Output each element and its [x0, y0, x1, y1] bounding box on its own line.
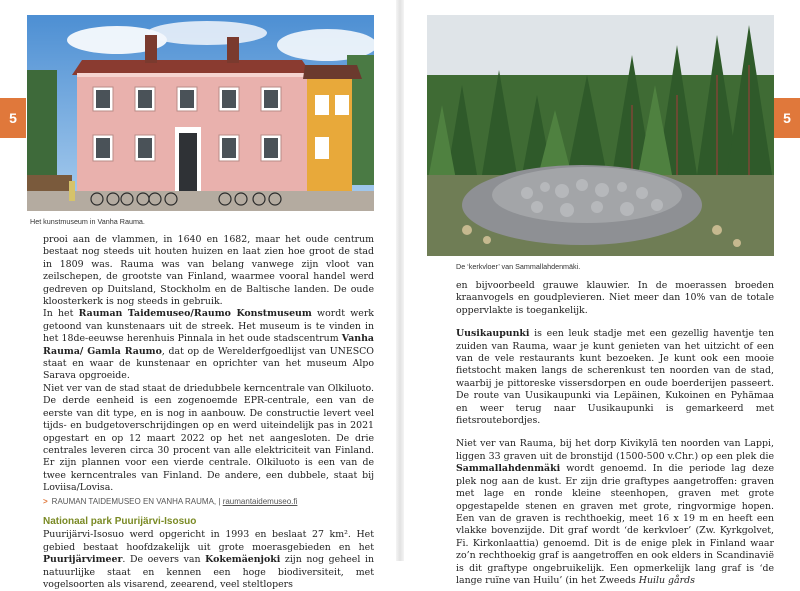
highlight-puurijarvimeer: Puurijärvimeer — [43, 554, 123, 566]
stone-grave-photo — [427, 15, 774, 256]
highlight-vanha-rauma: Vanha Rauma/ Gamla Raumo — [43, 333, 374, 357]
paragraph-rauma-history: prooi aan de vlammen, in 1640 en 1682, maar het oude centrum bestaat nog steeds uit houten huizen en laat zien hoe groot de stad in 1809 was. Rauma was van belang vanwege zijn vloot van zeilschepen, de grootste van Finland, waarmee vooral handel werd gedreven op Duitsland, Stockholm en de Baltische landen. De oude kloosterkerk is nog steeds in gebruik. — [43, 234, 374, 308]
museum-website-link[interactable]: raumantaidemuseo.fi — [222, 496, 298, 506]
museum-photo-caption: Het kunstmuseum in Vanha Rauma. — [30, 217, 145, 226]
paragraph-sammallahdenmaki: Niet ver van Rauma, bij het dorp Kivikylä ten noorden van Lappi, liggen 33 graven uit de bronstijd (1500-500 v.Chr.) op een plek die Sammallahdenmäki wordt genoemd. In die periode lag deze plek nog aan de kust. Er zijn drie graftypes aangetroffen: graven met lage en ronde kleine steenhopen, graven met grote opgestapelde stenen en graven met grote, ringvormige hopen. Een van de graven is rechthoekig, meet 16 x 19 m en heeft een vlakke bovenzijde. Dit graf wordt ‘de kerkvloer’ (Zw. Kyrkgolvet, Fi. Kirkonlaattia) genoemd. Dit is de enige plek in Finland waar zo’n rechthoekig graf is aangetroffen en ook elders in Scandinavië is dit graftype ongebruikelijk. Een opmerkelijk lang graf is ‘de lange ruïne van Huilu’ (in het Zweeds Huilu gårds — [456, 438, 774, 586]
page-number-left: 5 — [9, 110, 17, 126]
chevron-right-icon: > — [43, 496, 48, 506]
museum-photo — [27, 15, 374, 211]
highlight-sammallahdenmaki: Sammallahdenmäki — [456, 463, 561, 475]
paragraph-rauman-taidemuseo: In het Rauman Taidemuseo/Raumo Konstmuseum wordt werk getoond van kunstenaars uit de streek. Het museum is te vinden in het 18de-eeuwse herenhuis Pinnala in het oude stadscentrum Vanha Rauma/ Gamla Raumo, dat op de Werelderfgoedlijst van UNESCO staat en waar de kunstenaar en oprichter van het museum Alpo Sarava opgroeide. — [43, 308, 374, 382]
highlight-kokemaenjoki: Kokemäenjoki — [205, 554, 281, 566]
museum-reference-label: RAUMAN TAIDEMUSEO EN VANHA RAUMA, — [51, 496, 217, 506]
highlight-rauman-taidemuseo: Rauman Taidemuseo/Raumo Konstmuseum — [78, 308, 312, 320]
book-gutter — [396, 0, 404, 561]
page-number-tab-right — [774, 98, 800, 138]
stone-grave-photo-illustration — [427, 15, 774, 256]
highlight-uusikaupunki: Uusikaupunki — [456, 328, 530, 340]
section-title-puurijarvi: Nationaal park Puurijärvi-Isosuo — [43, 515, 197, 527]
paragraph-gap — [456, 317, 774, 328]
page-number-tab-left — [0, 98, 26, 138]
paragraph-puurijarvi: Puurijärvi-Isosuo werd opgericht in 1993 en beslaat 27 km². Het gebied bestaat hoofdzakelijk uit grote moerasgebieden en het Puurijärvimeer. De oevers van Kokemäenjoki zijn nog geheel in natuurlijke staat en kennen een hoge biodiversiteit, met vogelsoorten als visarend, zeearend, veel steltlopers — [43, 529, 374, 590]
paragraph-uusikaupunki: Uusikaupunki is een leuk stadje met een gezellig haventje ten zuiden van Rauma, waar je kunt genieten van het uitzicht of een van de vele restaurants kunt bezoeken. Je kunt ook een mooie fietstocht maken langs de scherenkust ten noorden van de stad, waarbij je pittoreske vissersdorpen en oude boerderijen passeert. De route van Uusikaupunki via Lepäinen, Kukoinen en Pyhämaa en weer terug naar Uusikaupunki is gemarkeerd met fietsroutebordjes. — [456, 328, 774, 427]
right-body-text — [456, 280, 774, 587]
museum-reference — [43, 496, 374, 508]
reference-separator: | — [218, 496, 221, 506]
paragraph-moerassen: en bijvoorbeeld grauwe klauwier. In de moerassen broeden kraanvogels en goudplevieren. Niet meer dan 10% van de totale oppervlakte is toegankelijk. — [456, 280, 774, 316]
paragraph-olkiluoto: Niet ver van de stad staat de driedubbele kerncentrale van Olkiluoto. De derde eenheid is een zogenoemde EPR-centrale, een van de eerste van dit type, en is nog in aanbouw. De constructie levert veel tijds- en budgetoverschrijdingen op en werd uiteindelijk pas in 2021 opgestart en op 12 maart 2022 op het net aangesloten. De drie centrales leveren circa 30 procent van alle elektriciteit van Finland. Er zijn plannen voor een vierde centrale. Olkiluoto is een van de twee kerncentrales van Finland. De andere, een dubbele, staat bij Loviisa/Lovisa. — [43, 382, 374, 494]
stone-grave-photo-caption: De ‘kerkvloer’ van Sammallahdenmäki. — [456, 262, 581, 271]
museum-photo-illustration — [27, 15, 374, 211]
page-number-right: 5 — [783, 110, 791, 126]
paragraph-gap — [456, 427, 774, 438]
left-body-text — [43, 234, 374, 591]
italic-huilu-gards: Huilu gårds — [638, 574, 695, 586]
